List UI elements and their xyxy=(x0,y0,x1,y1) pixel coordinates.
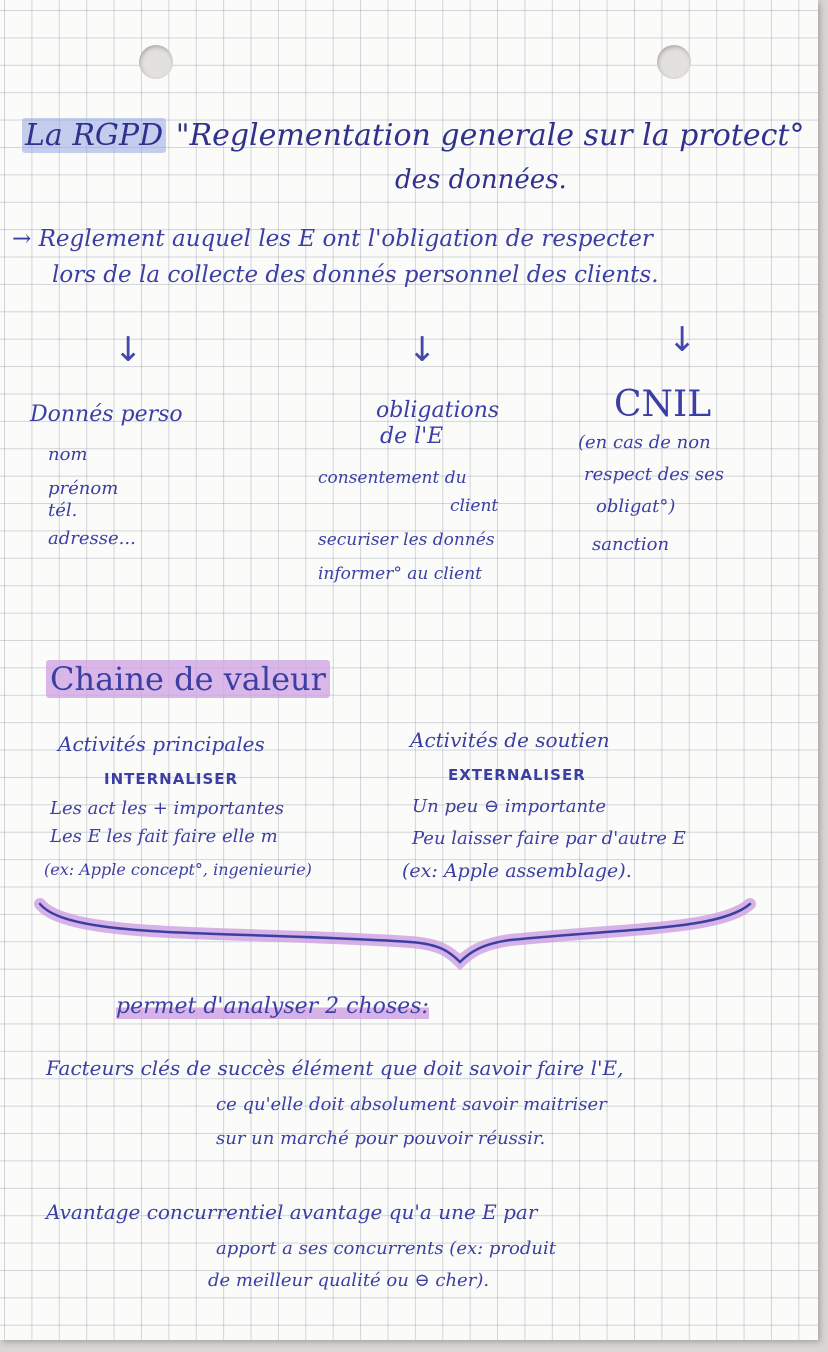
chaine-heading-wrap xyxy=(46,660,330,698)
title-definition-line2: des données. xyxy=(395,165,567,195)
donnees-item: nom xyxy=(48,444,88,465)
internaliser-label: INTERNALISER xyxy=(104,770,239,788)
cnil-line: sanction xyxy=(592,534,670,555)
cnil-line: respect des ses xyxy=(584,464,724,485)
avantage-line1: Avantage concurrentiel avantage qu'a une E par xyxy=(46,1200,538,1224)
punch-hole-right xyxy=(657,45,691,79)
cnil-heading: CNIL xyxy=(614,384,712,425)
donnees-item: prénom xyxy=(48,478,119,499)
principales-line: (ex: Apple concept°, ingenieurie) xyxy=(44,860,312,879)
cnil-line: obligat°) xyxy=(596,496,676,517)
obligation-item: informer° au client xyxy=(318,564,482,584)
donnees-item: tél. xyxy=(48,500,78,521)
avantage-line2: apport a ses concurrents (ex: produit xyxy=(216,1238,556,1259)
soutien-line: (ex: Apple assemblage). xyxy=(402,860,632,882)
facteurs-line2: ce qu'elle doit absolument savoir maitriser xyxy=(216,1094,607,1115)
cnil-line: (en cas de non xyxy=(578,432,711,453)
soutien-line: Un peu ⊖ importante xyxy=(412,796,607,817)
down-arrow-icon: ↓ xyxy=(408,330,437,370)
title-definition: "Reglementation generale sur la protect° xyxy=(175,118,805,153)
soutien-title: Activités de soutien xyxy=(410,728,610,752)
obligations-heading: obligations xyxy=(376,398,500,423)
facteurs-line1: Facteurs clés de succès élément que doit savoir faire l'E, xyxy=(46,1056,624,1080)
curly-brace xyxy=(30,890,760,970)
obligation-item: consentement du xyxy=(318,468,467,488)
obligation-item: client xyxy=(450,496,499,516)
donnees-heading: Donnés perso xyxy=(30,402,183,427)
obligations-heading-line2: de l'E xyxy=(380,424,444,449)
donnees-item: adresse... xyxy=(48,528,136,549)
down-arrow-icon: ↓ xyxy=(114,330,143,370)
obligation-item: securiser les donnés xyxy=(318,530,495,550)
avantage-line3: de meilleur qualité ou ⊖ cher). xyxy=(208,1270,490,1291)
principales-line: Les E les fait faire elle m xyxy=(50,826,278,847)
intro-line2: lors de la collecte des donnés personnel des clients. xyxy=(52,262,659,288)
analyse-heading: permet d'analyser 2 choses: xyxy=(116,994,429,1019)
down-arrow-icon: ↓ xyxy=(668,320,697,360)
analyse-heading-wrap xyxy=(116,994,429,1019)
externaliser-label: EXTERNALISER xyxy=(448,766,586,784)
chaine-heading: Chaine de valeur xyxy=(46,660,330,698)
punch-hole-left xyxy=(139,45,173,79)
title-acronym: La RGPD xyxy=(22,118,166,153)
intro-line1: → Reglement auquel les E ont l'obligation de respecter xyxy=(12,226,653,252)
soutien-line: Peu laisser faire par d'autre E xyxy=(412,828,686,849)
facteurs-line3: sur un marché pour pouvoir réussir. xyxy=(216,1128,546,1149)
title-line xyxy=(22,118,804,153)
principales-line: Les act les + importantes xyxy=(50,798,284,819)
principales-title: Activités principales xyxy=(58,732,265,756)
